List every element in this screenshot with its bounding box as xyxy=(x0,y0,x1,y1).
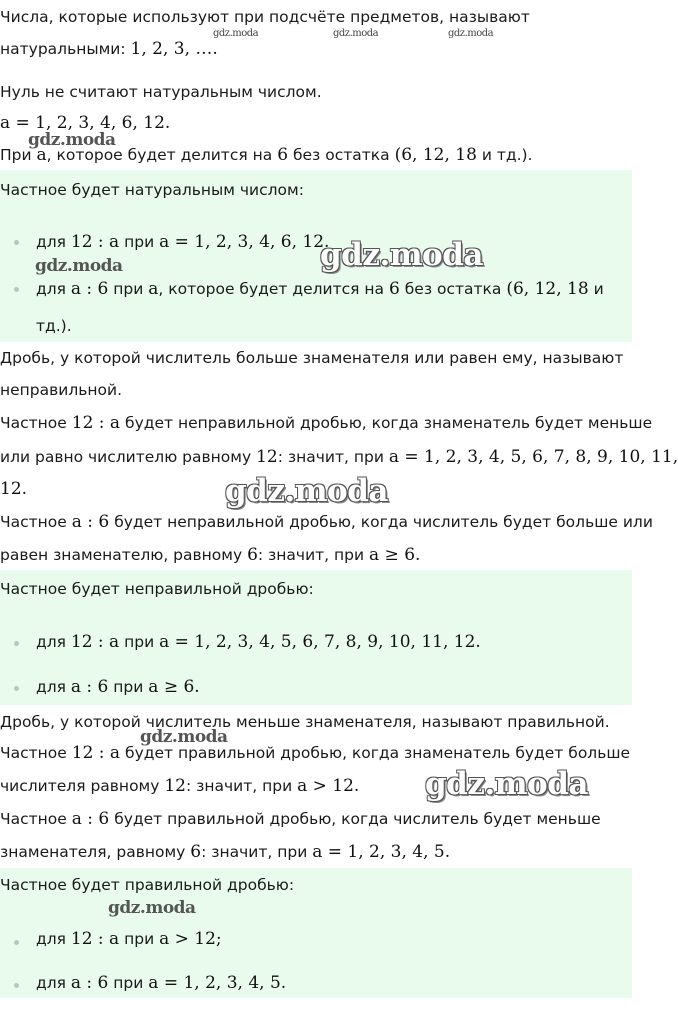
math-span: a = 1, 2, 3, 4, 5. xyxy=(312,842,451,862)
text-span: при xyxy=(119,233,160,251)
text-span: при xyxy=(108,678,149,696)
text-span: без остатка xyxy=(399,280,507,298)
list-item-proper-a-6 xyxy=(36,972,286,994)
text-span: и xyxy=(588,280,604,298)
watermark-logo: gdz.moda xyxy=(425,766,588,802)
paragraph-a6-proper-line2 xyxy=(0,841,632,863)
text-span: При xyxy=(0,146,37,164)
watermark-logo: gdz.moda xyxy=(213,28,259,39)
text-span: будет неправильной дробью, когда знаменатель будет меньше xyxy=(120,414,653,432)
paragraph-improper-definition-line2: неправильной. xyxy=(0,381,123,399)
watermark-logo: gdz.moda xyxy=(225,473,388,509)
math-span: a = 1, 2, 3, 4, 5. xyxy=(148,973,287,993)
text-span: Частное xyxy=(0,744,72,762)
text-span: знаменателя, равному xyxy=(0,843,191,861)
text-span: для xyxy=(36,678,71,696)
text-span: Частное xyxy=(0,810,72,828)
math-span: 12 : a xyxy=(70,929,120,949)
paragraph-a6-proper-line1 xyxy=(0,808,632,830)
text-span: при xyxy=(119,930,160,948)
paragraph-natural-definition-line1: Числа, которые используют при подсчёте предметов, называют xyxy=(0,8,530,26)
text-span: Частное xyxy=(0,414,72,432)
math-span: a > 12. xyxy=(297,776,360,796)
math-span: a : 6 xyxy=(70,677,109,697)
text-span: будет неправильной дробью, когда числитель будет больше или xyxy=(109,513,653,531)
text-span: : значит, при xyxy=(185,777,298,795)
paragraph-12a-improper-line2 xyxy=(0,446,678,468)
list-item-natural-a-6 xyxy=(36,278,604,300)
watermark-logo: gdz.moda xyxy=(320,237,483,273)
paragraph-natural-definition-line2 xyxy=(0,38,632,60)
text-span: натуральными: xyxy=(0,40,131,58)
text-span: будет правильной дробью, когда знаменатель будет больше xyxy=(120,744,631,762)
bullet-dot xyxy=(14,940,19,945)
paragraph-a6-improper-line1 xyxy=(0,511,653,533)
list-item-proper-12-a xyxy=(36,928,222,950)
text-span: для xyxy=(36,974,71,992)
math-span: a > 12; xyxy=(159,929,222,949)
list-item-natural-a-6-cont: тд.). xyxy=(36,317,72,335)
box-proper-title: Частное будет правильной дробью: xyxy=(0,876,295,894)
math-span: 12 : a xyxy=(71,743,121,763)
text-span: для xyxy=(36,930,71,948)
bullet-dot xyxy=(14,287,19,292)
math-span: (6, 12, 18 xyxy=(506,279,589,299)
paragraph-12a-improper-line1 xyxy=(0,412,653,434)
text-span: , которое будет делится на xyxy=(46,146,278,164)
math-a-values: a = 1, 2, 3, 4, 6, 12. xyxy=(0,113,171,133)
bullet-dot xyxy=(14,686,19,691)
watermark-logo: gdz.moda xyxy=(108,898,196,918)
box-natural-title: Частное будет натуральным числом: xyxy=(0,181,304,199)
bullet-dot xyxy=(14,641,19,646)
math-span: 12 : a xyxy=(70,232,120,252)
math-span: 12 : a xyxy=(71,413,121,433)
watermark-logo: gdz.moda xyxy=(28,130,116,150)
text-span: без остатка xyxy=(288,146,395,164)
bullet-dot xyxy=(14,240,19,245)
math-span: a : 6 xyxy=(70,973,109,993)
math-span: a : 6 xyxy=(71,512,110,532)
list-item-improper-a-6 xyxy=(36,676,200,698)
text-span: или равно числителю равному xyxy=(0,448,257,466)
math-span: 6 xyxy=(277,145,289,165)
text-span: : значит, при xyxy=(257,546,370,564)
math-span: a xyxy=(36,145,47,165)
paragraph-a6-improper-line2 xyxy=(0,544,632,566)
math-span: 6 xyxy=(388,279,400,299)
text-span: для xyxy=(36,233,71,251)
text-span: числителя равному xyxy=(0,777,165,795)
list-item-natural-12-a xyxy=(36,231,329,253)
math-span: 6 xyxy=(247,545,258,565)
math-span: 1, 2, 3, …. xyxy=(130,39,218,59)
math-span: a = 1, 2, 3, 4, 6, 12. xyxy=(159,232,330,252)
math-span: 12 : a xyxy=(70,632,120,652)
text-span: при xyxy=(108,280,149,298)
paragraph-zero: Нуль не считают натуральным числом. xyxy=(0,83,322,101)
math-span: a = 1, 2, 3, 4, 5, 6, 7, 8, 9, 10, 11, xyxy=(388,447,678,467)
math-span: a xyxy=(148,279,159,299)
list-item-improper-12-a xyxy=(36,631,481,653)
watermark-logo: gdz.moda xyxy=(35,256,123,276)
math-span: a ≥ 6. xyxy=(369,545,421,565)
watermark-logo: gdz.moda xyxy=(448,28,494,39)
math-span: a : 6 xyxy=(70,279,109,299)
text-span: : значит, при xyxy=(277,448,389,466)
math-span: a = 1, 2, 3, 4, 5, 6, 7, 8, 9, 10, 11, 12. xyxy=(159,632,481,652)
text-span: для xyxy=(36,280,71,298)
text-span: , которое будет делится на xyxy=(158,280,389,298)
math-span: a : 6 xyxy=(71,809,110,829)
text-span: Частное xyxy=(0,513,72,531)
text-span: равен знаменателю, равному xyxy=(0,546,248,564)
text-span: при xyxy=(108,974,149,992)
math-span: 12 xyxy=(164,776,186,796)
math-span: 12 xyxy=(256,447,278,467)
text-span: при xyxy=(119,633,160,651)
paragraph-12a-proper-line1 xyxy=(0,742,632,764)
math-span: a ≥ 6. xyxy=(148,677,200,697)
watermark-logo: gdz.moda xyxy=(140,727,228,747)
math-span: 6 xyxy=(190,842,202,862)
bullet-dot xyxy=(14,983,19,988)
box-improper-title: Частное будет неправильной дробью: xyxy=(0,580,314,598)
watermark-logo: gdz.moda xyxy=(333,28,379,39)
math-span: (6, 12, 18 xyxy=(394,145,477,165)
paragraph-12a-improper-line3: 12. xyxy=(0,479,28,499)
text-span: будет правильной дробью, когда числитель будет меньше xyxy=(109,810,601,828)
text-span: для xyxy=(36,633,71,651)
text-span: и тд.). xyxy=(476,146,533,164)
text-span: : значит, при xyxy=(201,843,313,861)
paragraph-improper-definition-line1: Дробь, у которой числитель больше знаменателя или равен ему, называют xyxy=(0,349,624,367)
paragraph-proper-definition: Дробь, у которой числитель меньше знаменателя, называют правильной. xyxy=(0,713,610,731)
